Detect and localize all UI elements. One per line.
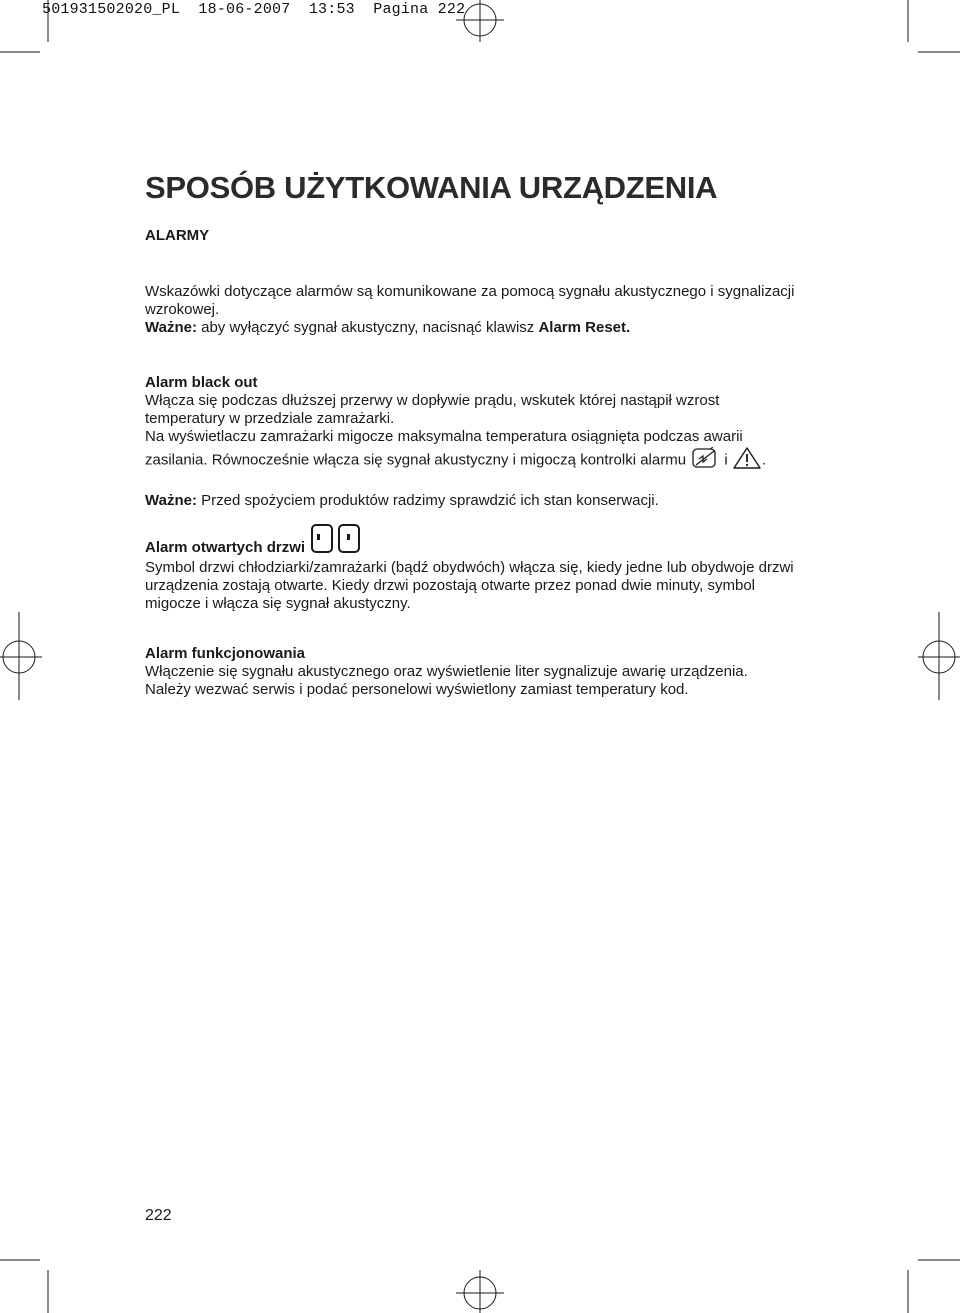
blackout-section	[145, 374, 795, 510]
function-heading: Alarm funkcjonowania	[145, 645, 306, 662]
page-title: SPOSÓB UŻYTKOWANIA URZĄDZENIA	[145, 170, 718, 205]
door-heading: Alarm otwartych drzwi	[145, 539, 306, 556]
door-section	[145, 524, 795, 613]
blackout-important	[145, 492, 795, 510]
important-text: aby wyłączyć sygnał akustyczny, nacisnąć klawisz	[196, 319, 539, 336]
door-paragraph: Symbol drzwi chłodziarki/zamrażarki (bądź obydwóch) włącza się, kiedy jedne lub obydwoje drzwi urządzenia zostają otwarte. Kiedy drzwi pozostają otwarte przez ponad dwie minuty, symbol migocze i włącza się sygnał akustyczny.	[145, 559, 794, 612]
print-header: 501931502020_PL 18-06-2007 13:53 Pagina 222	[42, 1, 466, 18]
important-text: Przed spożyciem produktów radzimy sprawdzić ich stan konserwacji.	[196, 492, 659, 509]
crosshair-circle-icon	[0, 612, 42, 700]
blackout-heading: Alarm black out	[145, 374, 258, 391]
intro-important	[145, 319, 795, 337]
crosshair-circle-icon	[456, 1270, 504, 1313]
important-label: Ważne:	[145, 492, 197, 509]
function-paragraph: Włączenie się sygnału akustycznego oraz wyświetlenie liter sygnalizuje awarię urządzenia. Należy wezwać serwis i podać personelowi wyświetlony zamiast temperatury kod.	[145, 663, 748, 698]
section-heading: ALARMY	[145, 227, 210, 244]
blackout-paragraph-1: Włącza się podczas dłuższej przerwy w dopływie prądu, wskutek której nastąpił wzrost temperatury w przedziale zamrażarki.	[145, 392, 720, 427]
crosshair-circle-icon	[918, 612, 960, 700]
blackout-paragraph-2-text: Na wyświetlaczu zamrażarki migocze maksymalna temperatura osiągnięta podczas awarii zasilania. Równocześnie włącza się sygnał akustyczny i migoczą kontrolki alarmu	[145, 428, 743, 469]
blackout-paragraph-2	[145, 428, 795, 475]
page-number: 222	[145, 1207, 172, 1224]
key-name: Alarm Reset.	[538, 319, 631, 336]
important-label: Ważne:	[145, 319, 197, 336]
intro-paragraph: Wskazówki dotyczące alarmów są komunikowane za pomocą sygnału akustycznego i sygnalizacji wzrokowej.	[145, 283, 795, 318]
intro-block	[145, 283, 795, 337]
temperature-alarm-icon	[690, 447, 720, 474]
period: .	[761, 451, 767, 469]
door-heading-line	[145, 524, 795, 559]
warning-triangle-icon	[732, 446, 762, 475]
function-section	[145, 645, 795, 699]
conjunction: i	[724, 451, 728, 469]
door-open-icon	[309, 524, 363, 559]
